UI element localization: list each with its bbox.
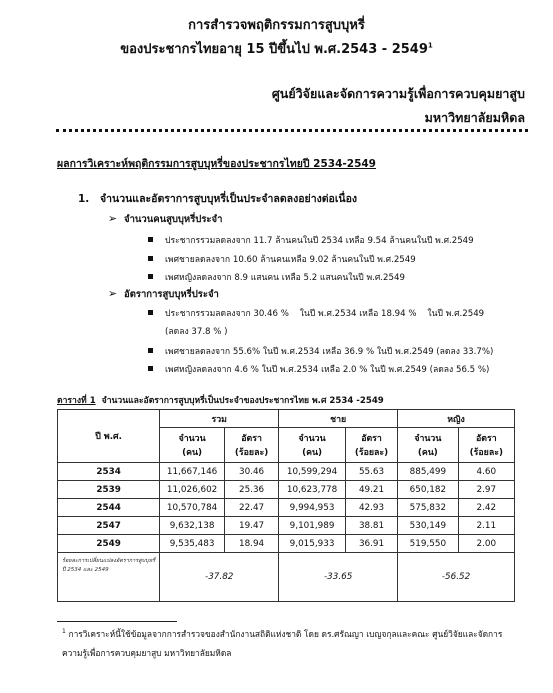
rate-header [345, 428, 397, 463]
table-caption-label: ตารางที่ 1 [57, 396, 96, 406]
bullet-text: เพศชายลดลงจาก 10.60 ล้านคนเหลือ 9.02 ล้านคนในปี พ.ศ.2549 [165, 255, 416, 265]
rate-unit: (ร้อยละ) [234, 448, 269, 458]
bullet-text: ประชากรรวมลดลงจาก 11.7 ล้านคนในปี 2534 เหลือ 9.54 ล้านคนในปี พ.ศ.2549 [165, 236, 474, 246]
square-bullet-icon [148, 274, 153, 279]
table-header-row [58, 410, 515, 428]
square-bullet-icon [148, 366, 153, 371]
section-title-text: จำนวนและอัตราการสูบบุหรี่เป็นประจำลดลงอย่างต่อเนื่อง [100, 193, 358, 205]
bullet-item [148, 233, 474, 247]
bullet-text: เพศหญิงลดลงจาก 8.9 แสนคน เหลือ 5.2 แสนคนในปี พ.ศ.2549 [165, 273, 405, 283]
university-name: มหาวิทยาลัยมหิดล [424, 110, 525, 125]
count-header [398, 428, 459, 463]
subsection-smoker-count [108, 212, 222, 227]
bullet-text: เพศหญิงลดลงจาก 4.6 % ในปี พ.ศ.2534 เหลือ 2.0 % ในปี พ.ศ.2549 (ลดลง 56.5 %) [165, 365, 490, 375]
footnote-text: การวิเคราะห์นี้ใช้ข้อมูลจากการสำรวจของสำนักงานสถิติแห่งชาติ โดย ดร.ศรัณญา เบญจกุลและคณะ ศูนย์วิจัยและจัดการ [68, 629, 503, 639]
total-count-cell: 11,667,146 [160, 463, 225, 481]
bullet-item [148, 306, 484, 320]
total-rate-cell: 19.47 [224, 517, 278, 535]
male-count-cell: 9,994,953 [279, 499, 346, 517]
subsection-label: จำนวนคนสูบบุหรี่ประจำ [124, 214, 223, 225]
change-row [58, 553, 515, 602]
male-count-cell: 9,101,989 [279, 517, 346, 535]
group-header-total: รวม [160, 410, 279, 428]
female-change-cell: -56.52 [398, 553, 515, 602]
total-count-cell: 11,026,602 [160, 481, 225, 499]
dotted-divider [56, 129, 528, 132]
rate-label: อัตรา [475, 434, 497, 444]
year-cell: 2544 [58, 499, 160, 517]
footnote-divider [57, 621, 177, 622]
male-rate-cell: 36.91 [345, 535, 397, 553]
table-caption [57, 393, 384, 407]
female-rate-cell: 2.42 [458, 499, 514, 517]
smoking-data-table [57, 409, 515, 602]
square-bullet-icon [148, 256, 153, 261]
female-rate-cell: 2.97 [458, 481, 514, 499]
arrow-bullet-icon: ➢ [108, 287, 118, 300]
female-count-cell: 530,149 [398, 517, 459, 535]
table-row [58, 463, 515, 481]
male-rate-cell: 38.81 [345, 517, 397, 535]
subsection-smoking-rate [108, 287, 219, 302]
total-rate-cell: 22.47 [224, 499, 278, 517]
bullet-item [148, 252, 416, 266]
female-count-cell: 575,832 [398, 499, 459, 517]
section-1-title [78, 190, 357, 207]
document-subtitle [0, 38, 553, 59]
bullet-item [148, 270, 405, 284]
male-rate-cell: 49.21 [345, 481, 397, 499]
change-label-cell: ร้อยละการเปลี่ยนแปลงอัตราการสูบบุหรี่ ปี 2534 และ 2549 [58, 553, 160, 602]
rate-header [224, 428, 278, 463]
group-header-male: ชาย [279, 410, 398, 428]
female-count-cell: 650,182 [398, 481, 459, 499]
total-rate-cell: 30.46 [224, 463, 278, 481]
male-count-cell: 10,623,778 [279, 481, 346, 499]
count-unit: (คน) [302, 448, 323, 458]
bullet-continuation: (ลดลง 37.8 % ) [165, 327, 228, 337]
table-row [58, 499, 515, 517]
bullet-item [148, 362, 489, 376]
table-row [58, 481, 515, 499]
year-cell: 2534 [58, 463, 160, 481]
table-caption-text: จำนวนและอัตราการสูบบุหรี่เป็นประจำของประชากรไทย พ.ศ 2534 -2549 [101, 396, 384, 406]
title-footnote-mark: 1 [427, 41, 433, 50]
total-count-cell: 9,632,138 [160, 517, 225, 535]
footnote-mark: 1 [62, 628, 66, 636]
total-count-cell: 10,570,784 [160, 499, 225, 517]
year-cell: 2549 [58, 535, 160, 553]
female-rate-cell: 2.00 [458, 535, 514, 553]
square-bullet-icon [148, 310, 153, 315]
rate-label: อัตรา [361, 434, 382, 444]
subsection-label: อัตราการสูบบุหรี่ประจำ [124, 289, 219, 300]
document-title: การสำรวจพฤติกรรมการสูบบุหรี่ [188, 18, 365, 33]
count-label: จำนวน [414, 434, 442, 444]
group-header-female: หญิง [398, 410, 515, 428]
male-count-cell: 9,015,933 [279, 535, 346, 553]
analysis-heading: ผลการวิเคราะห์พฤติกรรมการสูบบุหรี่ของประชากรไทยปี 2534-2549 [57, 158, 376, 170]
male-count-cell: 10,599,294 [279, 463, 346, 481]
footnote-line-1 [62, 627, 502, 641]
female-count-cell: 885,499 [398, 463, 459, 481]
table-row [58, 535, 515, 553]
total-change-cell: -37.82 [160, 553, 279, 602]
footnote-line-2: ความรู้เพื่อการควบคุมยาสูบ มหาวิทยาลัยมหิดล [62, 648, 232, 658]
table-row [58, 517, 515, 535]
section-number: 1. [78, 193, 90, 205]
year-header: ปี พ.ศ. [58, 410, 160, 463]
bullet-text: เพศชายลดลงจาก 55.6% ในปี พ.ศ.2534 เหลือ 36.9 % ในปี พ.ศ.2549 (ลดลง 33.7%) [165, 347, 494, 357]
total-count-cell: 9,535,483 [160, 535, 225, 553]
bullet-text: ประชากรรวมลดลงจาก 30.46 % ในปี พ.ศ.2534 เหลือ 18.94 % ในปี พ.ศ.2549 [165, 309, 485, 319]
count-label: จำนวน [178, 434, 206, 444]
rate-label: อัตรา [241, 434, 262, 444]
rate-unit: (ร้อยละ) [469, 448, 503, 458]
male-change-cell: -33.65 [279, 553, 398, 602]
count-header [279, 428, 346, 463]
total-rate-cell: 18.94 [224, 535, 278, 553]
count-label: จำนวน [298, 434, 326, 444]
female-rate-cell: 2.11 [458, 517, 514, 535]
total-rate-cell: 25.36 [224, 481, 278, 499]
bullet-item [148, 344, 493, 358]
male-rate-cell: 55.63 [345, 463, 397, 481]
arrow-bullet-icon: ➢ [108, 212, 118, 225]
year-cell: 2539 [58, 481, 160, 499]
square-bullet-icon [148, 348, 153, 353]
rate-unit: (ร้อยละ) [354, 448, 389, 458]
count-unit: (คน) [417, 448, 438, 458]
male-rate-cell: 42.93 [345, 499, 397, 517]
year-cell: 2547 [58, 517, 160, 535]
count-header [160, 428, 225, 463]
organization-name: ศูนย์วิจัยและจัดการความรู้เพื่อการควบคุมยาสูบ [271, 86, 525, 101]
square-bullet-icon [148, 237, 153, 242]
rate-header [458, 428, 514, 463]
subtitle-text: ของประชากรไทยอายุ 15 ปีขึ้นไป พ.ศ.2543 - 2549 [120, 42, 428, 57]
female-rate-cell: 4.60 [458, 463, 514, 481]
female-count-cell: 519,550 [398, 535, 459, 553]
count-unit: (คน) [182, 448, 203, 458]
